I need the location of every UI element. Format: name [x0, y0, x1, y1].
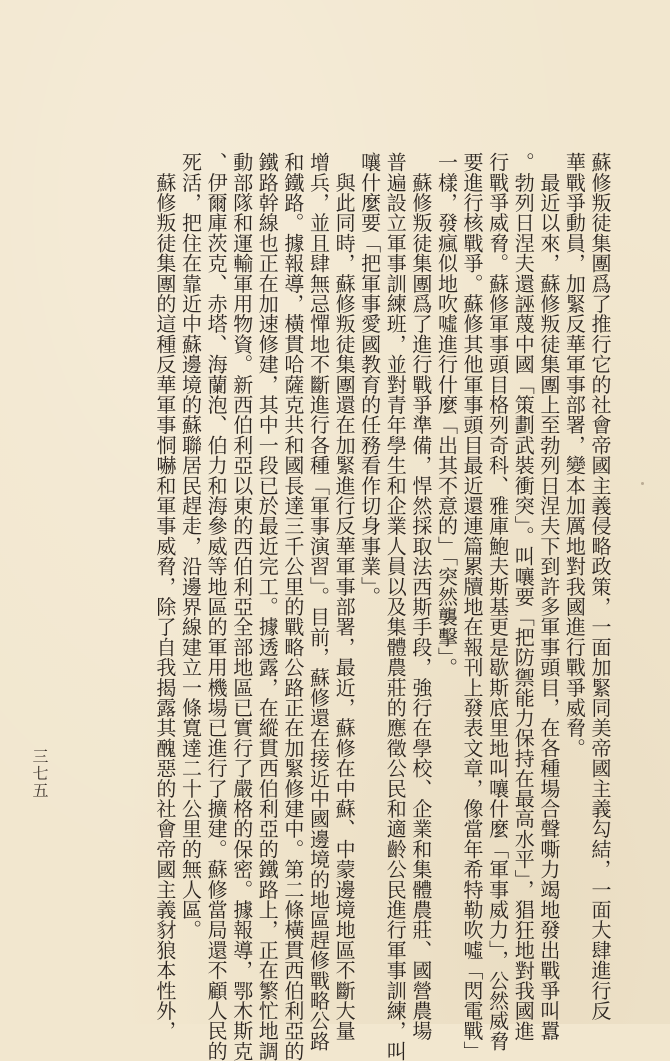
- text-line: 蘇修叛徒集團爲了推行它的社會帝國主義侵略政策，一面加緊同美帝國主義勾結，一面大肆進行反: [588, 152, 612, 1021]
- text-line: 和鐵路。據報導，橫貫哈薩克共和國長達三千公里的戰略公路正在加緊修建中。第二條橫貫西伯利亞的: [280, 152, 305, 1061]
- text-line: 與此同時，蘇修叛徒集團還在加緊進行反華軍事部署，最近，蘇修在中蘇、中蒙邊境地區不斷大量: [332, 152, 357, 1041]
- text-line: 嚷什麼要「把軍事愛國教育的任務看作切身事業」。: [357, 152, 382, 607]
- text-line: 鐵路幹線也正在加速修建，其中一段已於最近完工。據透露，在縱貫西伯利亞的鐵路上，正在繁忙地調: [255, 152, 280, 1061]
- text-line: 要進行核戰爭。蘇修其他軍事頭目最近還連篇累牘地在報刊上發表文章，像當年希特勒吹噓「閃電戰」: [460, 152, 485, 1061]
- text-line: 一樣，發瘋似地吹噓進行什麼「出其不意的」「突然襲擊」。: [434, 152, 459, 678]
- text-line: 最近以來，蘇修叛徒集團上至勃列日涅夫下到許多軍事頭目，在各種場合聲嘶力竭地發出戰爭叫囂: [536, 152, 561, 1041]
- paper-speck: [641, 482, 644, 485]
- page-number: 三七五: [30, 748, 49, 799]
- text-line: 動部隊和運輸軍用物資。新西伯利亞以東的西伯利亞全部地區已實行了嚴格的保密。據報導，鄂木斯克: [229, 152, 254, 1061]
- text-line: 蘇修叛徒集團爲了進行戰爭準備，悍然採取法西斯手段，強行在學校、企業和集體農莊、國營農場: [408, 152, 433, 1041]
- text-line: 、伊爾庫茨克、赤塔、海蘭泡、伯力和海參威等地區的軍用機場已進行了擴建。蘇修當局還不顧人民的: [204, 152, 229, 1061]
- text-line: 華戰爭動員，加緊反華軍事部署，變本加厲地對我國進行戰爭威脅。: [562, 152, 587, 758]
- text-line: 蘇修叛徒集團的這種反華軍事恫嚇和軍事威脅，除了自我揭露其醜惡的社會帝國主義豺狼本性外，: [152, 152, 177, 1041]
- text-line: 增兵，並且肆無忌憚地不斷進行各種「軍事演習」。目前，蘇修還在接近中國邊境的地區趕修戰略公路: [306, 152, 331, 1051]
- text-line: 。勃列日涅夫還誣蔑中國「策劃武裝衝突」。叫嚷要「把防禦能力保持在最高水平」，猖狂地對我國進: [511, 152, 536, 1041]
- paper-speck: [302, 512, 304, 514]
- text-line: 普遍設立軍事訓練班，並對青年學生和企業人員以及集體農莊的應徵公民和適齡公民進行軍事訓練，叫: [383, 152, 408, 1061]
- body-text: [151, 152, 612, 1061]
- text-line: 行戰爭威脅。蘇修軍事頭目格列奇科、雅庫鮑夫斯基更是歇斯底里地叫嚷什麼「軍事威力」，公然威脅: [485, 152, 510, 1051]
- text-line: 死活，把住在靠近中蘇邊境的蘇聯居民趕走，沿邊界線建立一條寬達二十公里的無人區。: [178, 152, 203, 940]
